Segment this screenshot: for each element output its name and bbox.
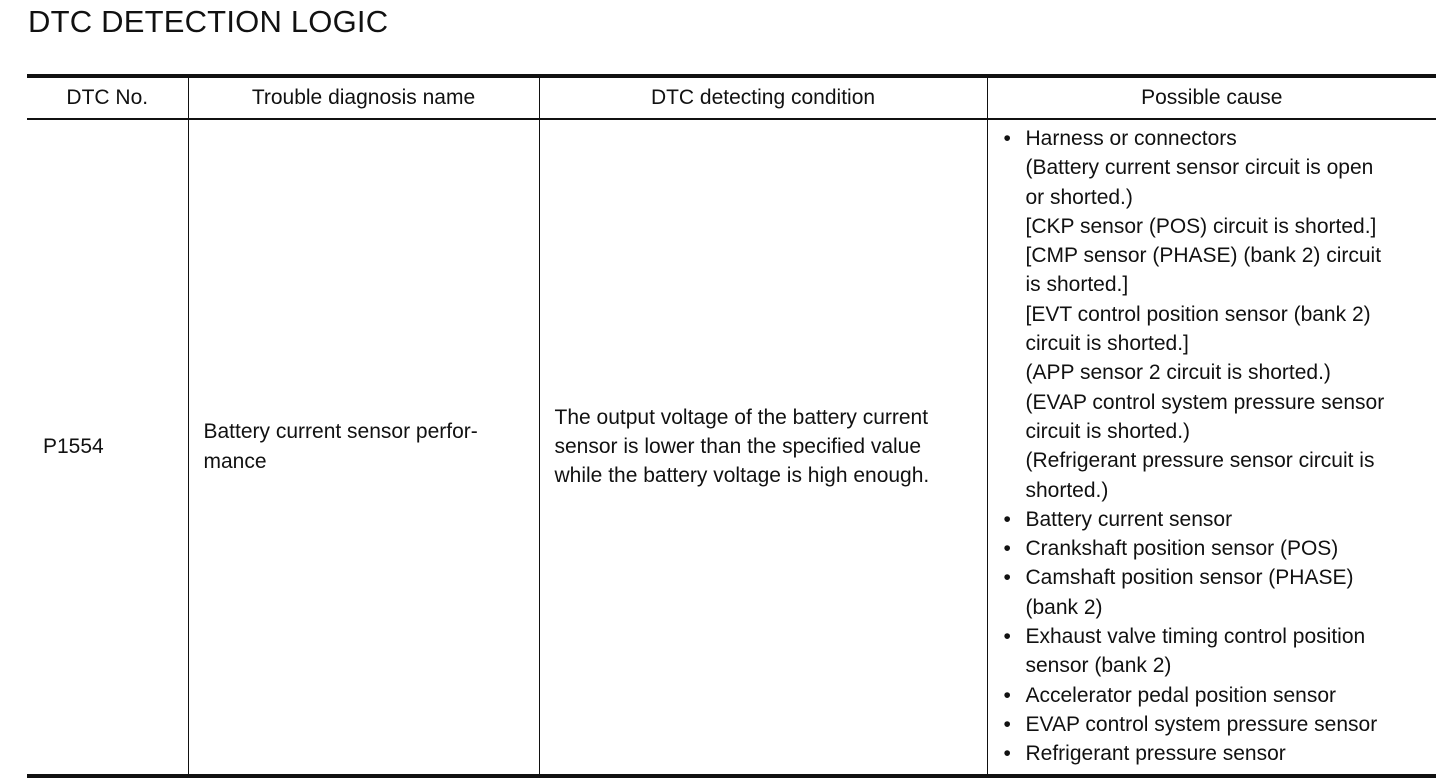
table-row xyxy=(27,119,1436,776)
cause-detail-line: (Refrigerant pressure sensor circuit is xyxy=(1025,449,1375,473)
bullet-icon: • xyxy=(1003,742,1011,766)
cause-text: EVAP control system pressure sensor xyxy=(1025,712,1378,736)
dtc-detection-logic-table xyxy=(27,74,1436,778)
bullet-icon: • xyxy=(1003,127,1011,150)
detecting-condition-cell xyxy=(539,119,987,776)
header-trouble-diagnosis-name: Trouble diagnosis name xyxy=(188,76,539,119)
cause-detail-line: circuit is shorted.] xyxy=(1025,332,1189,356)
cause-text: Exhaust valve timing control position xyxy=(1025,625,1366,649)
list-item xyxy=(1004,710,1429,739)
table-header-row xyxy=(27,76,1436,119)
page-title: DTC DETECTION LOGIC xyxy=(28,4,389,39)
bullet-icon: • xyxy=(1003,537,1011,561)
list-item xyxy=(1004,739,1429,768)
condition-line: while the battery voltage is high enough. xyxy=(554,464,930,488)
possible-cause-cell xyxy=(987,119,1436,776)
list-item xyxy=(1004,505,1429,534)
cause-detail-line: (Battery current sensor circuit is open xyxy=(1025,156,1374,180)
diagnosis-name-line: Battery current sensor perfor- xyxy=(203,420,478,444)
cause-detail-line: sensor (bank 2) xyxy=(1025,654,1172,678)
header-dtc-detecting-condition: DTC detecting condition xyxy=(539,76,987,119)
dtc-number-cell xyxy=(27,119,188,776)
list-item xyxy=(1004,534,1429,563)
condition-line: sensor is lower than the specified value xyxy=(554,435,922,459)
cause-text: Refrigerant pressure sensor xyxy=(1025,742,1286,766)
cause-detail-line: [EVT control position sensor (bank 2) xyxy=(1025,302,1371,326)
cause-detail-line: (APP sensor 2 circuit is shorted.) xyxy=(1025,361,1331,385)
bullet-icon: • xyxy=(1003,507,1011,531)
cause-text: Camshaft position sensor (PHASE) xyxy=(1025,566,1354,590)
header-dtc-no: DTC No. xyxy=(66,86,149,109)
list-item xyxy=(1004,563,1429,622)
cause-detail-line: (EVAP control system pressure sensor xyxy=(1025,390,1385,414)
cause-text: Accelerator pedal position sensor xyxy=(1025,683,1337,707)
list-item xyxy=(1004,681,1429,710)
cause-detail-line: (bank 2) xyxy=(1025,595,1103,619)
header-possible-cause: Possible cause xyxy=(987,76,1436,119)
cause-detail-line: is shorted.] xyxy=(1025,273,1129,297)
dtc-number: P1554 xyxy=(43,435,104,459)
condition-line: The output voltage of the battery current xyxy=(554,405,929,429)
cause-detail-line: circuit is shorted.) xyxy=(1025,419,1191,443)
bullet-icon: • xyxy=(1003,625,1011,649)
cause-text: Crankshaft position sensor (POS) xyxy=(1025,537,1339,561)
cause-detail-line: [CKP sensor (POS) circuit is shorted.] xyxy=(1025,214,1377,238)
trouble-diagnosis-name-cell xyxy=(188,119,539,776)
cause-text: Harness or connectors xyxy=(1025,127,1237,150)
cause-text: Battery current sensor xyxy=(1025,507,1233,531)
bullet-icon: • xyxy=(1003,712,1011,736)
cause-detail-line: or shorted.) xyxy=(1025,185,1133,209)
possible-cause-list xyxy=(1004,124,1429,769)
diagnosis-name-line: mance xyxy=(203,449,267,473)
bullet-icon: • xyxy=(1003,683,1011,707)
cause-detail-line: shorted.) xyxy=(1025,478,1109,502)
list-item xyxy=(1004,124,1429,505)
cause-detail-line: [CMP sensor (PHASE) (bank 2) circuit xyxy=(1025,244,1382,268)
list-item xyxy=(1004,622,1429,681)
bullet-icon: • xyxy=(1003,566,1011,590)
